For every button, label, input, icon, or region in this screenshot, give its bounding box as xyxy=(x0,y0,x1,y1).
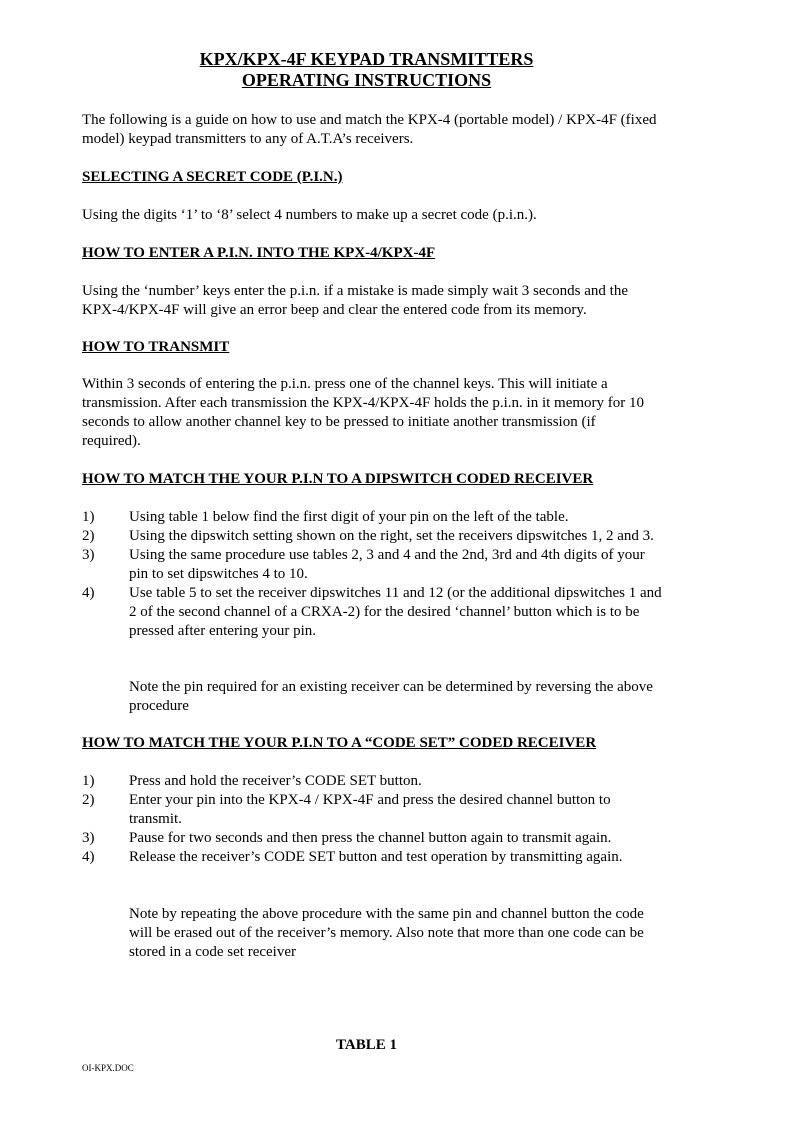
intro-paragraph: The following is a guide on how to use and match the KPX-4 (portable model) / KPX-4F (fixed model) keypad transmitters to any of A.T.A’s receivers. xyxy=(82,112,657,147)
paragraph-enter-pin: Using the ‘number’ keys enter the p.i.n. if a mistake is made simply wait 3 seconds and the KPX-4/KPX-4F will give an error beep and clear the entered code from its memory. xyxy=(82,283,628,318)
paragraph-transmit: Within 3 seconds of entering the p.i.n. press one of the channel keys. This will initiate a transmission. After each transmission the KPX-4/KPX-4F holds the p.i.n. in it memory for 10 seconds to allow another channel key to be pressed to initiate another transmission (if required). xyxy=(82,376,645,449)
list-item-number: 3) xyxy=(82,830,95,846)
note-code-set: Note by repeating the above procedure with the same pin and channel button the code will be erased out of the receiver’s memory. Also note that more than one code can be stored in a code set receiver xyxy=(129,906,644,960)
title-line-1: KPX/KPX-4F KEYPAD TRANSMITTERS xyxy=(199,49,534,69)
list-item-text: Press and hold the receiver’s CODE SET button. xyxy=(129,773,422,789)
list-item xyxy=(82,829,662,848)
code-set-steps-list xyxy=(82,772,662,867)
dipswitch-steps-list xyxy=(82,508,662,641)
list-item-text: Pause for two seconds and then press the channel button again to transmit again. xyxy=(129,830,612,846)
document-title xyxy=(0,49,733,91)
note-dipswitch: Note the pin required for an existing receiver can be determined by reversing the above procedure xyxy=(129,679,653,714)
heading-dipswitch: HOW TO MATCH THE YOUR P.I.N TO A DIPSWITCH CODED RECEIVER xyxy=(82,471,594,487)
list-item-text: Enter your pin into the KPX-4 / KPX-4F and press the desired channel button to transmit. xyxy=(129,792,611,827)
list-item-text: Using the same procedure use tables 2, 3 and 4 and the 2nd, 3rd and 4th digits of your pin to set dipswitches 4 to 10. xyxy=(129,547,645,582)
list-item xyxy=(82,584,662,641)
heading-transmit: HOW TO TRANSMIT xyxy=(82,339,230,355)
heading-enter-pin: HOW TO ENTER A P.I.N. INTO THE KPX-4/KPX-4F xyxy=(82,245,436,261)
list-item-number: 2) xyxy=(82,528,95,544)
list-item-text: Using the dipswitch setting shown on the right, set the receivers dipswitches 1, 2 and 3. xyxy=(129,528,654,544)
list-item xyxy=(82,848,662,867)
list-item-text: Use table 5 to set the receiver dipswitches 11 and 12 (or the additional dipswitches 1 and 2 of the second channel of a CRXA-2) for the desired ‘channel’ button which is to be pressed after entering your pin. xyxy=(129,585,662,639)
list-item-number: 3) xyxy=(82,547,95,563)
list-item-text: Using table 1 below find the first digit of your pin on the left of the table. xyxy=(129,509,569,525)
list-item-number: 1) xyxy=(82,773,95,789)
title-line-2: OPERATING INSTRUCTIONS xyxy=(241,70,492,90)
list-item-number: 4) xyxy=(82,849,95,865)
list-item xyxy=(82,546,662,584)
heading-code-set: HOW TO MATCH THE YOUR P.I.N TO A “CODE SET” CODED RECEIVER xyxy=(82,735,597,751)
list-item-number: 2) xyxy=(82,792,95,808)
table-label: TABLE 1 xyxy=(336,1037,397,1053)
heading-secret-code: SELECTING A SECRET CODE (P.I.N.) xyxy=(82,169,343,185)
list-item-number: 1) xyxy=(82,509,95,525)
list-item-text: Release the receiver’s CODE SET button and test operation by transmitting again. xyxy=(129,849,623,865)
list-item xyxy=(82,508,662,527)
list-item xyxy=(82,527,662,546)
paragraph-secret-code: Using the digits ‘1’ to ‘8’ select 4 numbers to make up a secret code (p.i.n.). xyxy=(82,207,537,223)
list-item-number: 4) xyxy=(82,585,95,601)
footer-filename: OI-KPX.DOC xyxy=(82,1063,134,1073)
list-item xyxy=(82,772,662,791)
list-item xyxy=(82,791,662,829)
